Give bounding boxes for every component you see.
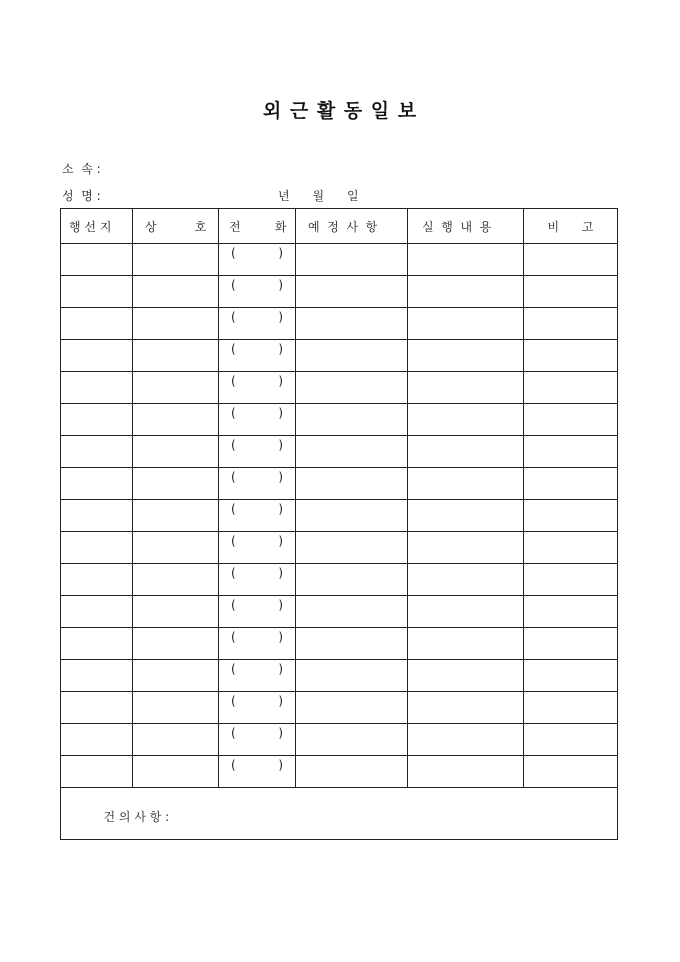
planned-cell[interactable]	[296, 564, 408, 596]
phone-close-paren: )	[278, 406, 283, 420]
table-body	[61, 244, 618, 788]
executed-cell[interactable]	[408, 724, 524, 756]
phone-cell[interactable]	[219, 532, 296, 564]
phone-brackets	[219, 372, 295, 403]
phone-cell[interactable]	[219, 436, 296, 468]
company-cell[interactable]	[133, 660, 219, 692]
planned-cell[interactable]	[296, 628, 408, 660]
remarks-cell[interactable]	[524, 372, 618, 404]
phone-close-paren: )	[278, 534, 283, 548]
phone-open-paren: (	[231, 630, 236, 644]
notes-cell[interactable]	[61, 788, 618, 840]
phone-open-paren: (	[231, 374, 236, 388]
phone-open-paren: (	[231, 502, 236, 516]
remarks-cell[interactable]	[524, 468, 618, 500]
phone-open-paren: (	[231, 438, 236, 452]
phone-open-paren: (	[231, 470, 236, 484]
phone-cell[interactable]	[219, 564, 296, 596]
company-cell[interactable]	[133, 340, 219, 372]
phone-brackets	[219, 244, 295, 275]
table-header-row	[61, 209, 618, 244]
phone-cell[interactable]	[219, 500, 296, 532]
header-destination: 행 선 지	[61, 209, 133, 244]
destination-cell[interactable]	[61, 276, 133, 308]
planned-cell[interactable]	[296, 372, 408, 404]
notes-row	[61, 788, 618, 840]
planned-cell[interactable]	[296, 404, 408, 436]
remarks-cell[interactable]	[524, 436, 618, 468]
phone-cell[interactable]	[219, 404, 296, 436]
date-label: 년 월 일	[278, 189, 359, 203]
phone-open-paren: (	[231, 534, 236, 548]
remarks-cell[interactable]	[524, 244, 618, 276]
destination-cell[interactable]	[61, 692, 133, 724]
planned-cell[interactable]	[296, 692, 408, 724]
phone-brackets	[219, 468, 295, 499]
table-row	[61, 308, 618, 340]
phone-brackets	[219, 308, 295, 339]
planned-cell[interactable]	[296, 468, 408, 500]
table-row	[61, 340, 618, 372]
remarks-cell[interactable]	[524, 276, 618, 308]
company-cell[interactable]	[133, 596, 219, 628]
department-label: 소 속 :	[62, 162, 101, 176]
company-cell[interactable]	[133, 244, 219, 276]
phone-brackets	[219, 564, 295, 595]
phone-close-paren: )	[278, 246, 283, 260]
planned-cell[interactable]	[296, 596, 408, 628]
phone-brackets	[219, 436, 295, 467]
destination-cell[interactable]	[61, 500, 133, 532]
table-row	[61, 244, 618, 276]
executed-cell[interactable]	[408, 500, 524, 532]
phone-brackets	[219, 724, 295, 755]
executed-cell[interactable]	[408, 340, 524, 372]
remarks-cell[interactable]	[524, 660, 618, 692]
planned-cell[interactable]	[296, 308, 408, 340]
company-cell[interactable]	[133, 564, 219, 596]
destination-cell[interactable]	[61, 756, 133, 788]
executed-cell[interactable]	[408, 436, 524, 468]
destination-cell[interactable]	[61, 660, 133, 692]
phone-brackets	[219, 628, 295, 659]
table-row	[61, 436, 618, 468]
phone-close-paren: )	[278, 758, 283, 772]
planned-cell[interactable]	[296, 244, 408, 276]
notes-label: 건 의 사 항 :	[103, 810, 170, 824]
table-row	[61, 692, 618, 724]
planned-cell[interactable]	[296, 724, 408, 756]
planned-cell[interactable]	[296, 276, 408, 308]
destination-cell[interactable]	[61, 436, 133, 468]
phone-open-paren: (	[231, 566, 236, 580]
company-cell[interactable]	[133, 436, 219, 468]
phone-open-paren: (	[231, 758, 236, 772]
phone-brackets	[219, 276, 295, 307]
name-label: 성 명 :	[62, 189, 101, 203]
executed-cell[interactable]	[408, 660, 524, 692]
destination-cell[interactable]	[61, 628, 133, 660]
header-remarks: 비 고	[524, 209, 618, 244]
table-row	[61, 596, 618, 628]
remarks-cell[interactable]	[524, 532, 618, 564]
destination-cell[interactable]	[61, 372, 133, 404]
table-row	[61, 660, 618, 692]
executed-cell[interactable]	[408, 596, 524, 628]
phone-brackets	[219, 532, 295, 563]
phone-brackets	[219, 756, 295, 787]
remarks-cell[interactable]	[524, 596, 618, 628]
header-planned: 예 정 사 항	[296, 209, 408, 244]
phone-close-paren: )	[278, 630, 283, 644]
table-row	[61, 500, 618, 532]
phone-brackets	[219, 500, 295, 531]
phone-open-paren: (	[231, 598, 236, 612]
phone-cell[interactable]	[219, 660, 296, 692]
phone-cell[interactable]	[219, 372, 296, 404]
executed-cell[interactable]	[408, 244, 524, 276]
remarks-cell[interactable]	[524, 628, 618, 660]
phone-cell[interactable]	[219, 692, 296, 724]
activity-log-table	[60, 208, 618, 840]
header-company: 상 호	[133, 209, 219, 244]
table-row	[61, 532, 618, 564]
executed-cell[interactable]	[408, 564, 524, 596]
company-cell[interactable]	[133, 468, 219, 500]
destination-cell[interactable]	[61, 564, 133, 596]
phone-close-paren: )	[278, 310, 283, 324]
executed-cell[interactable]	[408, 628, 524, 660]
planned-cell[interactable]	[296, 660, 408, 692]
executed-cell[interactable]	[408, 308, 524, 340]
company-cell[interactable]	[133, 404, 219, 436]
phone-brackets	[219, 596, 295, 627]
table-row	[61, 276, 618, 308]
remarks-cell[interactable]	[524, 340, 618, 372]
phone-open-paren: (	[231, 246, 236, 260]
header-executed: 실 행 내 용	[408, 209, 524, 244]
phone-cell[interactable]	[219, 276, 296, 308]
table-row	[61, 628, 618, 660]
phone-cell[interactable]	[219, 308, 296, 340]
table-row	[61, 724, 618, 756]
table-row	[61, 756, 618, 788]
destination-cell[interactable]	[61, 596, 133, 628]
remarks-cell[interactable]	[524, 308, 618, 340]
phone-close-paren: )	[278, 566, 283, 580]
phone-open-paren: (	[231, 278, 236, 292]
phone-close-paren: )	[278, 278, 283, 292]
destination-cell[interactable]	[61, 340, 133, 372]
phone-close-paren: )	[278, 438, 283, 452]
company-cell[interactable]	[133, 308, 219, 340]
executed-cell[interactable]	[408, 372, 524, 404]
company-cell[interactable]	[133, 532, 219, 564]
phone-brackets	[219, 692, 295, 723]
phone-open-paren: (	[231, 694, 236, 708]
executed-cell[interactable]	[408, 756, 524, 788]
phone-close-paren: )	[278, 374, 283, 388]
phone-cell[interactable]	[219, 596, 296, 628]
table-row	[61, 372, 618, 404]
phone-cell[interactable]	[219, 628, 296, 660]
phone-brackets	[219, 660, 295, 691]
header-phone: 전 화	[219, 209, 296, 244]
phone-cell[interactable]	[219, 340, 296, 372]
phone-open-paren: (	[231, 310, 236, 324]
executed-cell[interactable]	[408, 692, 524, 724]
table-row	[61, 468, 618, 500]
executed-cell[interactable]	[408, 532, 524, 564]
planned-cell[interactable]	[296, 756, 408, 788]
phone-open-paren: (	[231, 406, 236, 420]
table-row	[61, 404, 618, 436]
phone-close-paren: )	[278, 502, 283, 516]
phone-cell[interactable]	[219, 468, 296, 500]
executed-cell[interactable]	[408, 404, 524, 436]
phone-brackets	[219, 404, 295, 435]
company-cell[interactable]	[133, 276, 219, 308]
planned-cell[interactable]	[296, 500, 408, 532]
phone-close-paren: )	[278, 598, 283, 612]
destination-cell[interactable]	[61, 404, 133, 436]
executed-cell[interactable]	[408, 468, 524, 500]
phone-open-paren: (	[231, 726, 236, 740]
company-cell[interactable]	[133, 756, 219, 788]
phone-close-paren: )	[278, 726, 283, 740]
remarks-cell[interactable]	[524, 404, 618, 436]
company-cell[interactable]	[133, 500, 219, 532]
phone-close-paren: )	[278, 342, 283, 356]
planned-cell[interactable]	[296, 340, 408, 372]
phone-close-paren: )	[278, 470, 283, 484]
planned-cell[interactable]	[296, 436, 408, 468]
phone-open-paren: (	[231, 342, 236, 356]
remarks-cell[interactable]	[524, 756, 618, 788]
executed-cell[interactable]	[408, 276, 524, 308]
phone-close-paren: )	[278, 694, 283, 708]
phone-cell[interactable]	[219, 724, 296, 756]
destination-cell[interactable]	[61, 532, 133, 564]
phone-cell[interactable]	[219, 244, 296, 276]
company-cell[interactable]	[133, 372, 219, 404]
remarks-cell[interactable]	[524, 500, 618, 532]
remarks-cell[interactable]	[524, 692, 618, 724]
phone-open-paren: (	[231, 662, 236, 676]
company-cell[interactable]	[133, 724, 219, 756]
remarks-cell[interactable]	[524, 724, 618, 756]
table-row	[61, 564, 618, 596]
destination-cell[interactable]	[61, 468, 133, 500]
page-title: 외 근 활 동 일 보	[262, 100, 418, 122]
company-cell[interactable]	[133, 628, 219, 660]
destination-cell[interactable]	[61, 244, 133, 276]
remarks-cell[interactable]	[524, 564, 618, 596]
phone-cell[interactable]	[219, 756, 296, 788]
phone-close-paren: )	[278, 662, 283, 676]
planned-cell[interactable]	[296, 532, 408, 564]
company-cell[interactable]	[133, 692, 219, 724]
phone-brackets	[219, 340, 295, 371]
destination-cell[interactable]	[61, 724, 133, 756]
destination-cell[interactable]	[61, 308, 133, 340]
